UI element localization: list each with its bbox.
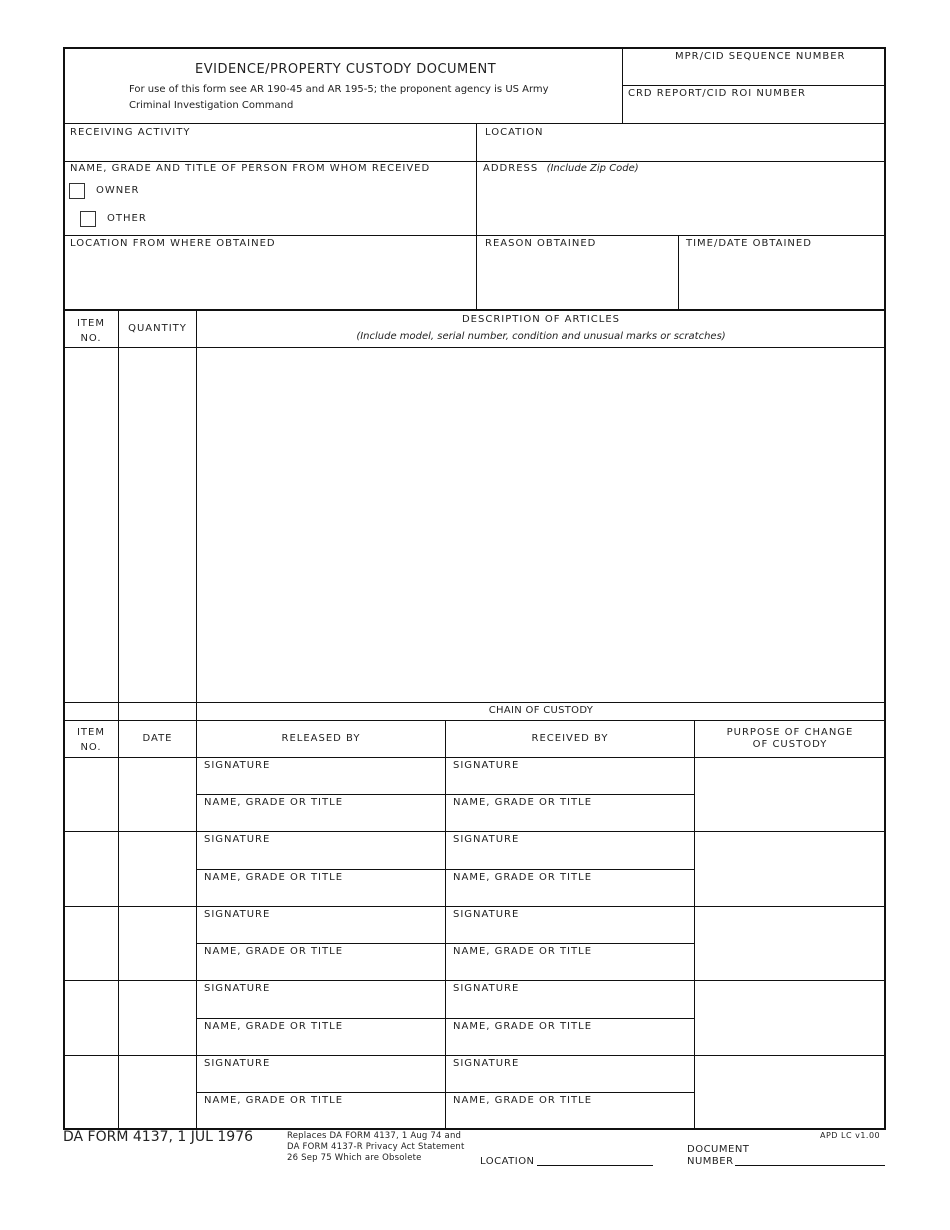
divider bbox=[197, 794, 694, 795]
footer-location-line bbox=[537, 1165, 653, 1166]
articles-item-no-label bbox=[64, 316, 118, 346]
divider bbox=[678, 235, 679, 309]
chain-of-custody-title: CHAIN OF CUSTODY bbox=[488, 705, 594, 716]
document-line2: NUMBER bbox=[687, 1156, 734, 1167]
form-number: DA FORM 4137, 1 JUL 1976 bbox=[63, 1129, 254, 1145]
received-name-label: NAME, GRADE OR TITLE bbox=[453, 1095, 593, 1106]
address-label bbox=[483, 163, 639, 174]
document-line1: DOCUMENT bbox=[687, 1144, 750, 1155]
received-name-label: NAME, GRADE OR TITLE bbox=[453, 797, 593, 808]
mpr-label: MPR/CID SEQUENCE NUMBER bbox=[675, 51, 846, 62]
divider bbox=[118, 310, 119, 702]
divider bbox=[196, 310, 197, 702]
divider bbox=[445, 720, 446, 1130]
received-name-input[interactable] bbox=[453, 1110, 689, 1126]
received-signature-input[interactable] bbox=[453, 1073, 689, 1089]
released-name-label: NAME, GRADE OR TITLE bbox=[204, 946, 344, 957]
reason-obtained-input[interactable] bbox=[485, 253, 673, 305]
divider bbox=[64, 702, 885, 703]
time-date-label: TIME/DATE OBTAINED bbox=[686, 238, 812, 249]
released-name-label: NAME, GRADE OR TITLE bbox=[204, 797, 344, 808]
address-hint: (Include Zip Code) bbox=[546, 163, 639, 174]
released-name-label: NAME, GRADE OR TITLE bbox=[204, 1095, 344, 1106]
replaces-line3: 26 Sep 75 Which are Obsolete bbox=[287, 1153, 422, 1163]
quantity-label: QUANTITY bbox=[128, 323, 187, 334]
custody-date-input[interactable] bbox=[122, 762, 192, 826]
replaces-note bbox=[287, 1131, 465, 1164]
custody-item-line1: ITEM bbox=[76, 727, 105, 738]
address-label-text: ADDRESS bbox=[483, 163, 539, 174]
custody-date-input[interactable] bbox=[122, 985, 192, 1050]
custody-item-line2: NO. bbox=[80, 742, 102, 753]
divider bbox=[64, 980, 885, 981]
purpose-input[interactable] bbox=[700, 762, 880, 826]
divider bbox=[64, 1055, 885, 1056]
custody-date-input[interactable] bbox=[122, 1060, 192, 1124]
received-signature-input[interactable] bbox=[453, 998, 689, 1014]
custody-date-input[interactable] bbox=[122, 836, 192, 901]
released-name-input[interactable] bbox=[204, 887, 440, 903]
divider bbox=[64, 123, 885, 124]
divider bbox=[118, 702, 119, 720]
custody-item-input[interactable] bbox=[68, 836, 114, 901]
received-name-input[interactable] bbox=[453, 1036, 689, 1052]
articles-item-line1: ITEM bbox=[76, 318, 105, 329]
owner-label: OWNER bbox=[96, 185, 140, 196]
purpose-line1: PURPOSE OF CHANGE bbox=[726, 727, 854, 738]
divider bbox=[64, 309, 885, 311]
custody-item-input[interactable] bbox=[68, 1060, 114, 1124]
form-title: EVIDENCE/PROPERTY CUSTODY DOCUMENT bbox=[195, 62, 497, 77]
divider bbox=[64, 161, 885, 162]
replaces-line1: Replaces DA FORM 4137, 1 Aug 74 and bbox=[287, 1131, 462, 1141]
received-signature-label: SIGNATURE bbox=[453, 983, 520, 994]
receiving-activity-label: RECEIVING ACTIVITY bbox=[70, 127, 191, 138]
divider bbox=[476, 123, 477, 309]
purpose-input[interactable] bbox=[700, 1060, 880, 1124]
received-signature-label: SIGNATURE bbox=[453, 834, 520, 845]
received-signature-input[interactable] bbox=[453, 775, 689, 791]
released-signature-label: SIGNATURE bbox=[204, 1058, 271, 1069]
purpose-line2: OF CUSTODY bbox=[752, 739, 828, 750]
received-name-input[interactable] bbox=[453, 887, 689, 903]
articles-item-no-input[interactable] bbox=[68, 352, 114, 697]
custody-item-no-label bbox=[64, 725, 118, 755]
divider bbox=[64, 720, 885, 721]
articles-quantity-input[interactable] bbox=[122, 352, 192, 697]
divider bbox=[64, 831, 885, 832]
name-grade-title-input[interactable] bbox=[150, 185, 470, 229]
received-name-label: NAME, GRADE OR TITLE bbox=[453, 946, 593, 957]
form-subtitle-line1: For use of this form see AR 190-45 and AR 195-5; the proponent agency is US Army bbox=[129, 84, 549, 95]
divider bbox=[622, 85, 885, 86]
released-signature-input[interactable] bbox=[204, 1073, 440, 1089]
divider bbox=[64, 906, 885, 907]
divider bbox=[64, 757, 885, 758]
received-by-label: RECEIVED BY bbox=[531, 733, 609, 744]
location-from-label: LOCATION FROM WHERE OBTAINED bbox=[70, 238, 276, 249]
divider bbox=[64, 235, 885, 236]
released-name-label: NAME, GRADE OR TITLE bbox=[204, 872, 344, 883]
received-signature-label: SIGNATURE bbox=[453, 909, 520, 920]
released-name-input[interactable] bbox=[204, 1110, 440, 1126]
received-name-label: NAME, GRADE OR TITLE bbox=[453, 872, 593, 883]
custody-item-input[interactable] bbox=[68, 762, 114, 826]
other-label: OTHER bbox=[107, 213, 147, 224]
purpose-input[interactable] bbox=[700, 911, 880, 975]
mpr-sequence-input[interactable] bbox=[628, 65, 880, 83]
address-input[interactable] bbox=[485, 178, 880, 232]
divider bbox=[197, 943, 694, 944]
replaces-line2: DA FORM 4137-R Privacy Act Statement bbox=[287, 1142, 465, 1152]
name-grade-title-label: NAME, GRADE AND TITLE OF PERSON FROM WHOM RECEIVED bbox=[70, 163, 431, 174]
custody-date-label: DATE bbox=[142, 733, 173, 744]
owner-checkbox[interactable] bbox=[69, 183, 85, 199]
divider bbox=[196, 720, 197, 1130]
document-number-line bbox=[735, 1165, 885, 1166]
footer-location-label: LOCATION bbox=[480, 1156, 535, 1167]
released-signature-input[interactable] bbox=[204, 998, 440, 1014]
released-signature-label: SIGNATURE bbox=[204, 909, 271, 920]
divider bbox=[694, 720, 695, 1130]
location-from-input[interactable] bbox=[70, 253, 470, 305]
received-name-label: NAME, GRADE OR TITLE bbox=[453, 1021, 593, 1032]
document-number-input[interactable] bbox=[735, 1150, 885, 1164]
released-signature-label: SIGNATURE bbox=[204, 983, 271, 994]
description-hint: (Include model, serial number, condition and unusual marks or scratches) bbox=[356, 331, 726, 342]
version-label: APD LC v1.00 bbox=[820, 1131, 881, 1140]
divider bbox=[197, 1018, 694, 1019]
received-signature-label: SIGNATURE bbox=[453, 760, 520, 771]
custody-item-input[interactable] bbox=[68, 911, 114, 975]
purpose-input[interactable] bbox=[700, 836, 880, 901]
divider bbox=[197, 869, 694, 870]
crd-label: CRD REPORT/CID ROI NUMBER bbox=[628, 88, 806, 99]
purpose-label bbox=[695, 727, 885, 751]
purpose-input[interactable] bbox=[700, 985, 880, 1050]
released-by-label: RELEASED BY bbox=[281, 733, 361, 744]
articles-item-line2: NO. bbox=[80, 333, 102, 344]
released-signature-input[interactable] bbox=[204, 924, 440, 940]
released-signature-label: SIGNATURE bbox=[204, 834, 271, 845]
footer-location-input[interactable] bbox=[537, 1150, 653, 1164]
released-name-input[interactable] bbox=[204, 812, 440, 828]
received-signature-input[interactable] bbox=[453, 924, 689, 940]
articles-description-input[interactable] bbox=[201, 352, 880, 697]
received-signature-label: SIGNATURE bbox=[453, 1058, 520, 1069]
location-input[interactable] bbox=[485, 141, 880, 159]
location-label: LOCATION bbox=[485, 127, 544, 138]
released-name-label: NAME, GRADE OR TITLE bbox=[204, 1021, 344, 1032]
form-subtitle-line2: Criminal Investigation Command bbox=[129, 100, 294, 111]
receiving-activity-input[interactable] bbox=[70, 141, 470, 159]
divider bbox=[197, 1092, 694, 1093]
released-signature-input[interactable] bbox=[204, 775, 440, 791]
reason-obtained-label: REASON OBTAINED bbox=[485, 238, 597, 249]
released-name-input[interactable] bbox=[204, 961, 440, 977]
custody-date-input[interactable] bbox=[122, 911, 192, 975]
description-label: DESCRIPTION OF ARTICLES bbox=[461, 314, 620, 325]
time-date-input[interactable] bbox=[686, 253, 880, 305]
received-signature-input[interactable] bbox=[453, 849, 689, 865]
other-checkbox[interactable] bbox=[80, 211, 96, 227]
received-name-input[interactable] bbox=[453, 961, 689, 977]
released-signature-label: SIGNATURE bbox=[204, 760, 271, 771]
crd-report-input[interactable] bbox=[628, 102, 880, 120]
received-name-input[interactable] bbox=[453, 812, 689, 828]
divider bbox=[118, 720, 119, 1130]
custody-item-input[interactable] bbox=[68, 985, 114, 1050]
divider bbox=[64, 347, 885, 348]
released-name-input[interactable] bbox=[204, 1036, 440, 1052]
released-signature-input[interactable] bbox=[204, 849, 440, 865]
